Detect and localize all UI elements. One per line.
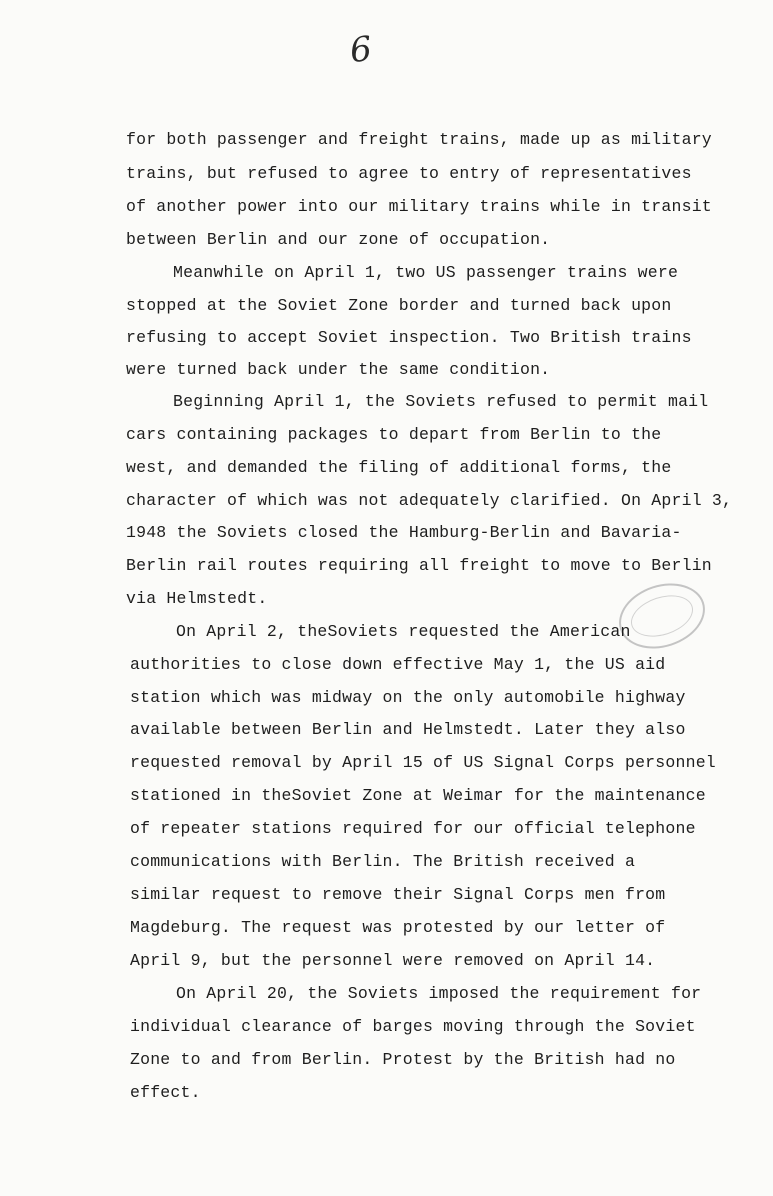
text-line: Beginning April 1, the Soviets refused to permit mail [173,392,709,411]
text-line: trains, but refused to agree to entry of representatives [126,164,692,183]
text-line: 1948 the Soviets closed the Hamburg-Berlin and Bavaria- [126,523,682,542]
text-line: Zone to and from Berlin. Protest by the British had no [130,1050,676,1069]
text-line: west, and demanded the filing of additional forms, the [126,458,672,477]
text-line: effect. [130,1083,201,1102]
text-line: cars containing packages to depart from Berlin to the [126,425,662,444]
text-line: character of which was not adequately clarified. On April 3, [126,491,733,510]
archive-stamp [611,573,714,659]
text-line: On April 2, theSoviets requested the American [176,622,631,641]
text-line: of repeater stations required for our official telephone [130,819,696,838]
text-line: Magdeburg. The request was protested by our letter of [130,918,666,937]
text-line: individual clearance of barges moving through the Soviet [130,1017,696,1036]
text-line: stationed in theSoviet Zone at Weimar for the maintenance [130,786,706,805]
text-line: for both passenger and freight trains, made up as military [126,130,712,149]
page-number: 6 [347,28,374,72]
text-line: On April 20, the Soviets imposed the requirement for [176,984,702,1003]
text-line: station which was midway on the only automobile highway [130,688,686,707]
text-line: requested removal by April 15 of US Signal Corps personnel [130,753,716,772]
text-line: authorities to close down effective May 1, the US aid [130,655,666,674]
text-line: of another power into our military trains while in transit [126,197,712,216]
text-line: were turned back under the same condition. [126,360,551,379]
text-line: between Berlin and our zone of occupation. [126,230,551,249]
text-line: refusing to accept Soviet inspection. Two British trains [126,328,692,347]
text-line: Meanwhile on April 1, two US passenger trains were [173,263,679,282]
text-line: Berlin rail routes requiring all freight to move to Berlin [126,556,712,575]
text-line: communications with Berlin. The British received a [130,852,636,871]
text-line: similar request to remove their Signal Corps men from [130,885,666,904]
text-line: stopped at the Soviet Zone border and turned back upon [126,296,672,315]
text-line: via Helmstedt. [126,589,268,608]
text-line: April 9, but the personnel were removed on April 14. [130,951,656,970]
text-line: available between Berlin and Helmstedt. Later they also [130,720,686,739]
